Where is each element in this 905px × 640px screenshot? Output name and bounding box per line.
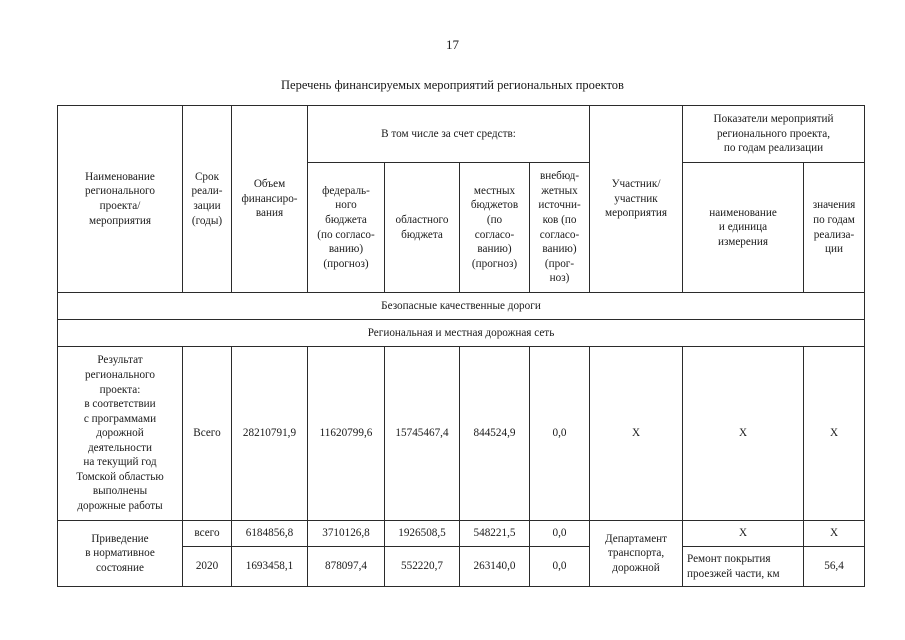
bringing-total-indicator-values: Х xyxy=(804,521,865,547)
cell-line: и единица xyxy=(718,221,768,234)
cell-line: мероприятия xyxy=(605,207,667,220)
subsection-title: Региональная и местная дорожная сеть xyxy=(58,320,865,347)
header-term xyxy=(183,106,232,293)
cell-line: местных xyxy=(473,184,516,197)
header-offbudget xyxy=(530,163,590,293)
bringing-year-term: 2020 xyxy=(183,547,232,587)
section-title: Безопасные качественные дороги xyxy=(58,293,865,320)
cell-line: Наименование xyxy=(85,170,155,183)
bringing-total-offbudget: 0,0 xyxy=(530,521,590,547)
cell-line: (годы) xyxy=(191,214,223,227)
cell-line: бюджета xyxy=(401,228,443,241)
result-indicator-values: Х xyxy=(804,347,865,521)
cell-line: Результат xyxy=(97,354,143,367)
cell-line: областного xyxy=(395,213,449,226)
cell-line: в нормативное xyxy=(85,547,155,560)
cell-line: дорожные работы xyxy=(77,500,163,513)
bringing-name xyxy=(58,521,183,587)
bringing-participant xyxy=(590,521,683,587)
section-row xyxy=(58,320,865,347)
bringing-total-regional: 1926508,5 xyxy=(385,521,460,547)
cell-line: на текущий год xyxy=(83,456,157,469)
cell-line: финансиро- xyxy=(241,192,298,205)
bringing-total-term: всего xyxy=(183,521,232,547)
cell-line: вания xyxy=(255,207,284,220)
bringing-year-regional: 552220,7 xyxy=(385,547,460,587)
cell-line: Срок xyxy=(194,170,220,183)
cell-line: измерения xyxy=(718,235,768,248)
result-local: 844524,9 xyxy=(460,347,530,521)
cell-line: реали- xyxy=(191,185,223,198)
result-regional: 15745467,4 xyxy=(385,347,460,521)
cell-line: федераль- xyxy=(322,184,370,197)
bringing-year-federal: 878097,4 xyxy=(308,547,385,587)
cell-line: Показатели мероприятий xyxy=(713,113,834,126)
result-participant: Х xyxy=(590,347,683,521)
result-offbudget: 0,0 xyxy=(530,347,590,521)
cell-line: Приведение xyxy=(91,532,149,545)
cell-line: внебюд- xyxy=(539,170,580,183)
header-indicators xyxy=(683,106,865,163)
cell-line: наименование xyxy=(709,206,777,219)
cell-line: согласо- xyxy=(474,228,515,241)
cell-line: по годам реализации xyxy=(723,142,824,155)
cell-line: по годам xyxy=(813,213,855,226)
cell-line: Участник/ xyxy=(611,178,661,191)
cell-line: бюджета xyxy=(325,213,367,226)
cell-line: (прогноз) xyxy=(471,257,518,270)
result-indicator-name: Х xyxy=(683,347,804,521)
cell-line: мероприятия xyxy=(89,214,151,227)
cell-line: (по xyxy=(486,213,503,226)
cell-line: выполнены xyxy=(92,485,148,498)
result-federal: 11620799,6 xyxy=(308,347,385,521)
bringing-total-volume: 6184856,8 xyxy=(232,521,308,547)
cell-line: деятельности xyxy=(87,441,153,454)
cell-line: транспорта, xyxy=(607,547,665,560)
cell-line: ков (по xyxy=(542,213,577,226)
header-name xyxy=(58,106,183,293)
header-federal xyxy=(308,163,385,293)
header-indicator-values xyxy=(804,163,865,293)
cell-line: регионального xyxy=(85,185,155,198)
cell-line: ванию) xyxy=(542,243,577,256)
cell-line: в соответствии xyxy=(84,398,156,411)
cell-line: состояние xyxy=(95,561,144,574)
header-participant xyxy=(590,106,683,293)
header-volume xyxy=(232,106,308,293)
cell-line: дорожной xyxy=(96,427,144,440)
cell-line: ции xyxy=(825,243,843,256)
bringing-total-indicator-name: Х xyxy=(683,521,804,547)
cell-line: зации xyxy=(193,200,221,212)
cell-line: регионального xyxy=(85,368,155,381)
cell-line: (по согласо- xyxy=(317,228,375,241)
cell-line: согласо- xyxy=(539,228,580,241)
section-row xyxy=(58,293,865,320)
header-regional xyxy=(385,163,460,293)
table-row xyxy=(58,521,865,547)
cell-line: дорожной xyxy=(612,561,660,574)
bringing-year-local: 263140,0 xyxy=(460,547,530,587)
header-indicator-name xyxy=(683,163,804,293)
cell-line: регионального проекта, xyxy=(716,127,831,140)
projects-table xyxy=(57,105,865,587)
bringing-year-volume: 1693458,1 xyxy=(232,547,308,587)
bringing-total-local: 548221,5 xyxy=(460,521,530,547)
result-name xyxy=(58,347,183,521)
cell-line: ного xyxy=(335,199,357,212)
cell-line: Томской областью xyxy=(76,470,164,483)
header-row-1 xyxy=(58,106,865,163)
result-term: Всего xyxy=(183,347,232,521)
cell-line: Объем xyxy=(253,178,286,191)
header-local xyxy=(460,163,530,293)
bringing-year-offbudget: 0,0 xyxy=(530,547,590,587)
cell-line: жетных xyxy=(541,184,578,197)
cell-line: источни- xyxy=(538,199,581,212)
table-row xyxy=(58,347,865,521)
cell-line: (прогноз) xyxy=(323,257,369,270)
cell-line: бюджетов xyxy=(470,199,519,212)
cell-line: Ремонт покрытия xyxy=(687,552,771,565)
cell-line: (прог- xyxy=(544,257,575,270)
header-including: В том числе за счет средств: xyxy=(308,106,590,163)
cell-line: ноз) xyxy=(549,272,570,285)
cell-line: ванию) xyxy=(328,243,364,256)
bringing-year-indicator-name xyxy=(683,547,804,587)
cell-line: реализа- xyxy=(813,228,855,241)
cell-line: участник xyxy=(614,192,658,205)
bringing-year-indicator-values: 56,4 xyxy=(804,547,865,587)
page-number: 17 xyxy=(446,37,459,52)
cell-line: значения xyxy=(812,199,856,212)
cell-line: ванию) xyxy=(477,243,512,256)
cell-line: проекта/ xyxy=(99,200,141,212)
result-volume: 28210791,9 xyxy=(232,347,308,521)
document-title: Перечень финансируемых мероприятий региональных проектов xyxy=(281,78,624,92)
cell-line: проезжей части, км xyxy=(687,567,780,580)
cell-line: с программами xyxy=(83,412,157,425)
bringing-total-federal: 3710126,8 xyxy=(308,521,385,547)
cell-line: Департамент xyxy=(604,532,668,545)
cell-line: проекта: xyxy=(99,383,141,396)
